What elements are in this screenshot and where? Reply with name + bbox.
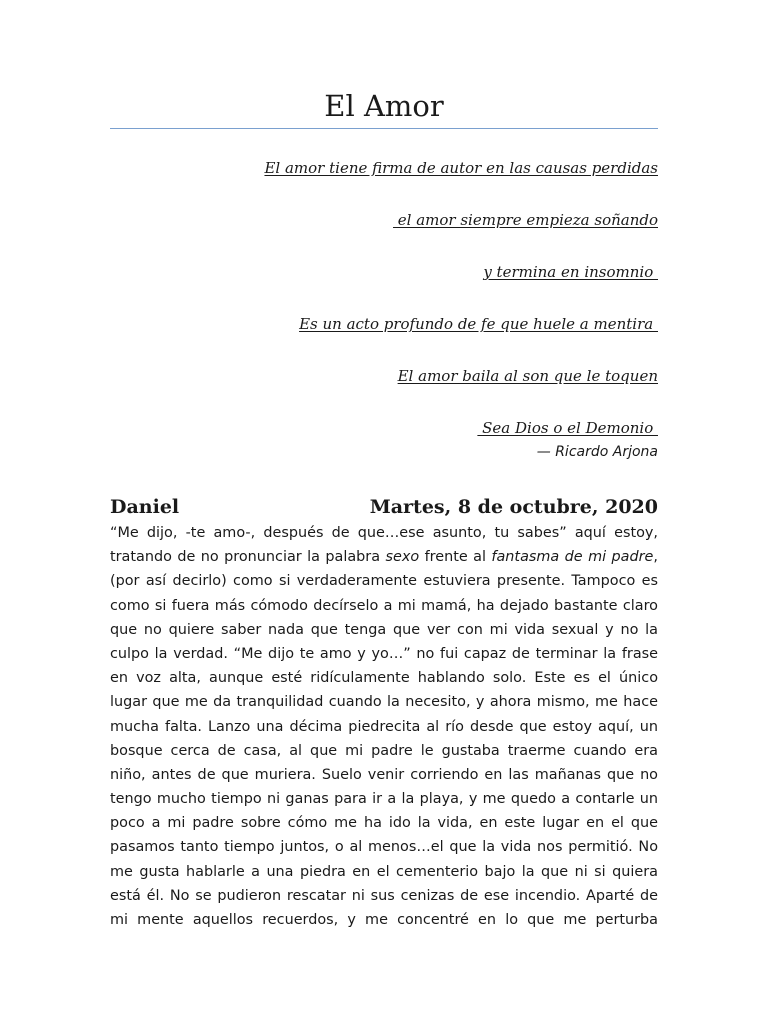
- body-line: tratando de no pronunciar la palabra sexo frente al fantasma de mi padre,: [110, 549, 658, 566]
- entry-body: [110, 521, 658, 932]
- epigraph-line-text: El amor baila al son que le toquen: [397, 367, 658, 385]
- epigraph: [110, 155, 658, 441]
- body-line: “Me dijo, -te amo-, después de que…ese asunto, tu sabes” aquí estoy,: [110, 525, 658, 541]
- body-line: que no quiere saber nada que tenga que ver con mi vida sexual y no la: [110, 621, 658, 638]
- epigraph-line: [110, 259, 658, 285]
- body-line: mi mente aquellos recuerdos, y me concentré en lo que me perturba: [110, 912, 658, 928]
- body-line: como si fuera más cómodo decírselo a mi mamá, ha dejado bastante claro: [110, 597, 658, 614]
- entry-name: Daniel: [110, 496, 180, 518]
- epigraph-attribution: — Ricardo Arjona: [536, 444, 658, 460]
- epigraph-line-text: Es un acto profundo de fe que huele a mentira: [299, 315, 658, 333]
- body-line: está él. No se pudieron rescatar ni sus cenizas de ese incendio. Aparté de: [110, 887, 658, 904]
- body-line: me gusta hablarle a una piedra en el cementerio bajo la que ni si quiera: [110, 863, 658, 880]
- epigraph-line: [110, 363, 658, 389]
- entry-header: [110, 492, 658, 522]
- epigraph-line-text: y termina en insomnio: [483, 263, 658, 281]
- body-line: poco a mi padre sobre cómo me ha ido la vida, en este lugar en el que: [110, 815, 658, 832]
- epigraph-line: [110, 415, 658, 441]
- document-title: El Amor: [324, 89, 444, 123]
- epigraph-line-text: el amor siempre empieza soñando: [393, 211, 658, 229]
- body-line: tengo mucho tiempo ni ganas para ir a la playa, y me quedo a contarle un: [110, 791, 658, 808]
- body-line: bosque cerca de casa, al que mi padre le gustaba traerme cuando era: [110, 742, 658, 759]
- epigraph-line-text: El amor tiene firma de autor en las causas perdidas: [264, 159, 658, 177]
- body-line: mucha falta. Lanzo una décima piedrecita al río desde que estoy aquí, un: [110, 718, 658, 735]
- body-line: lugar que me da tranquilidad cuando la necesito, y ahora mismo, me hace: [110, 694, 658, 711]
- epigraph-line: [110, 155, 658, 181]
- body-line: pasamos tanto tiempo juntos, o al menos…el que la vida nos permitió. No: [110, 839, 658, 856]
- epigraph-line: [110, 311, 658, 337]
- body-line: culpo la verdad. “Me dijo te amo y yo…” no fui capaz de terminar la frase: [110, 645, 658, 662]
- body-line: (por así decirlo) como si verdaderamente estuviera presente. Tampoco es: [110, 573, 658, 590]
- body-line: en voz alta, aunque esté ridículamente hablando solo. Este es el único: [110, 670, 658, 687]
- epigraph-line-text: Sea Dios o el Demonio: [477, 419, 658, 437]
- title-underline-rule: [110, 128, 658, 129]
- entry-date: Martes, 8 de octubre, 2020: [369, 496, 658, 518]
- italic-emphasis: fantasma de mi padre: [491, 549, 654, 566]
- italic-emphasis: sexo: [385, 549, 420, 566]
- epigraph-line: [110, 207, 658, 233]
- body-line: niño, antes de que muriera. Suelo venir corriendo en las mañanas que no: [110, 766, 658, 783]
